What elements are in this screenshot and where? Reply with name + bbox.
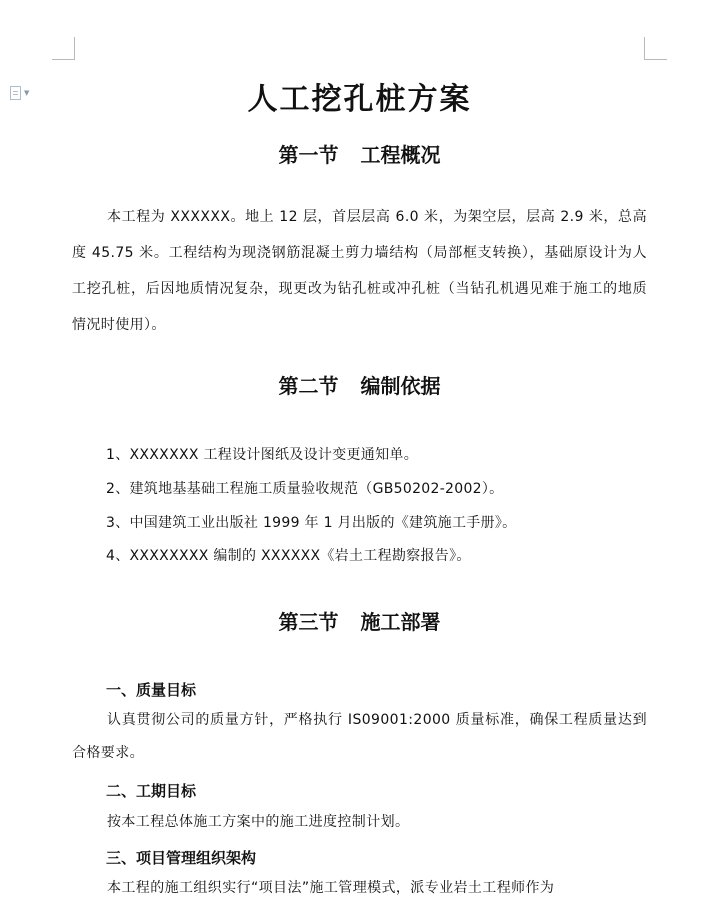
basis-list-item: 1、XXXXXXX 工程设计图纸及设计变更通知单。 — [106, 447, 418, 463]
basis-list-item: 3、中国建筑工业出版社 1999 年 1 月出版的《建筑施工手册》。 — [106, 515, 517, 531]
document-title: 人工挖孔桩方案 — [247, 82, 472, 117]
quality-goal-text: 认真贯彻公司的质量方针，严格执行 IS09001:2000 质量标准，确保工程质量达到合格要求。 — [72, 712, 647, 761]
section-heading-3 — [72, 606, 647, 635]
section-heading-1 — [72, 139, 647, 168]
section-name: 施工部署 — [360, 610, 441, 634]
document-options-icon[interactable] — [10, 85, 38, 101]
basis-list-item: 4、XXXXXXXX 编制的 XXXXXX《岩土工程勘察报告》。 — [106, 548, 471, 564]
overview-paragraph: 本工程为 XXXXXX。地上 12 层，首层层高 6.0 米，为架空层，层高 2.9 米，总高度 45.75 米。工程结构为现浇钢筋混凝土剪力墙结构（局部框支转换），基础原设计为人工挖孔桩，后因地质情况复杂，现更改为钻孔桩或冲孔桩（当钻孔机遇见难于施工的地质情况时使用）。 — [72, 209, 647, 333]
dropdown-caret-icon: ▼ — [24, 88, 30, 97]
quality-goal-heading: 一、质量目标 — [106, 681, 197, 699]
section-name: 编制依据 — [360, 374, 441, 398]
section-number: 第二节 — [278, 374, 339, 398]
section-number: 第三节 — [278, 610, 339, 634]
section-name: 工程概况 — [360, 143, 441, 167]
org-structure-text: 本工程的施工组织实行“项目法”施工管理模式，派专业岩土工程师作为 — [107, 880, 555, 896]
page-corner-mark-top-right — [644, 37, 667, 60]
schedule-goal-text: 按本工程总体施工方案中的施工进度控制计划。 — [107, 814, 410, 830]
section-number: 第一节 — [278, 143, 339, 167]
basis-list-item: 2、建筑地基基础工程施工质量验收规范（GB50202-2002）。 — [106, 481, 504, 497]
schedule-goal-heading: 二、工期目标 — [106, 782, 197, 800]
page-corner-mark-top-left — [52, 37, 75, 60]
document-sheet-icon — [10, 86, 21, 100]
org-structure-heading: 三、项目管理组织架构 — [106, 849, 257, 867]
section-heading-2 — [72, 370, 647, 399]
